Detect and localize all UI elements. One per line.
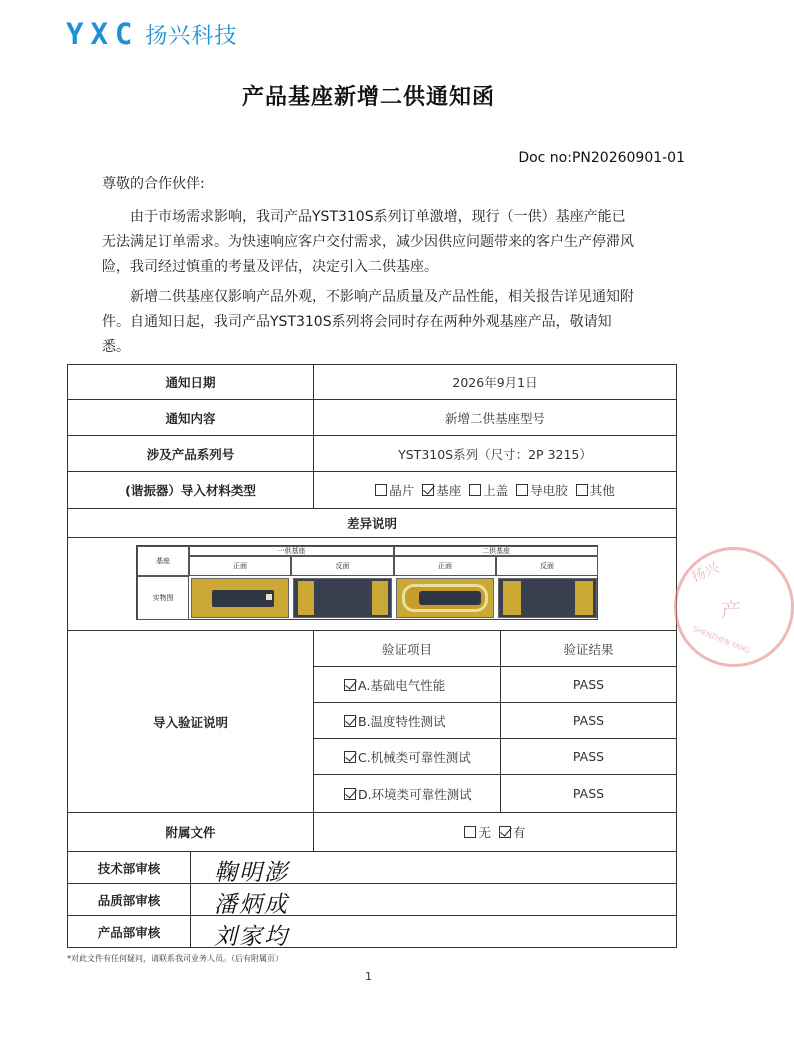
notice-content-value: 新增二供基座型号 xyxy=(313,399,677,436)
product-review-label: 产品部审核 xyxy=(67,915,191,948)
page-number: 1 xyxy=(365,970,372,983)
verify-result-header: 验证结果 xyxy=(500,630,677,667)
quality-review-signature: 潘炳成 xyxy=(214,892,289,918)
checkbox-checked-icon xyxy=(344,751,356,763)
material-option-base: 基座 xyxy=(422,481,461,499)
tech-review-signature: 鞠明澎 xyxy=(214,860,289,886)
material-options xyxy=(313,471,677,509)
supplier2-back-header: 反面 xyxy=(496,556,598,576)
supplier1-front-header: 正面 xyxy=(189,556,291,576)
supplier1-back-photo xyxy=(293,578,392,618)
material-option-lid: 上盖 xyxy=(469,481,508,499)
supplier2-front-photo xyxy=(396,578,494,618)
base-comparison-table xyxy=(136,545,598,620)
verify-item-c: C.机械类可靠性测试 xyxy=(313,738,501,775)
photo-label: 实物图 xyxy=(137,576,189,620)
tech-review-label: 技术部审核 xyxy=(67,851,191,884)
supplier2-front-header: 正面 xyxy=(394,556,496,576)
document-title: 产品基座新增二供通知函 xyxy=(241,85,495,110)
material-option-other: 其他 xyxy=(576,481,615,499)
supplier1-back-header: 反面 xyxy=(291,556,394,576)
checkbox-checked-icon xyxy=(422,484,434,496)
base-label: 基座 xyxy=(137,546,189,576)
checkbox-checked-icon xyxy=(344,715,356,727)
verification-label: 导入验证说明 xyxy=(67,630,314,813)
supplier1-front-photo xyxy=(191,578,289,618)
notice-content-label: 通知内容 xyxy=(67,399,314,436)
checkbox-icon xyxy=(576,484,588,496)
quality-review-label: 品质部审核 xyxy=(67,883,191,916)
verify-item-b: B.温度特性测试 xyxy=(313,702,501,739)
product-review-signature: 刘家均 xyxy=(214,924,289,950)
checkbox-icon xyxy=(464,826,476,838)
supplier1-header: 一供基座 xyxy=(189,546,394,556)
product-series-label: 涉及产品系列号 xyxy=(67,435,314,472)
material-option-adhesive: 导电胶 xyxy=(516,481,568,499)
supplier2-header: 二供基座 xyxy=(394,546,598,556)
product-series-value: YST310S系列（尺寸：2P 3215） xyxy=(313,435,677,472)
checkbox-checked-icon xyxy=(499,826,511,838)
checkbox-icon xyxy=(516,484,528,496)
supplier2-back-photo xyxy=(498,578,597,618)
company-logo xyxy=(66,17,237,51)
attachment-options xyxy=(313,812,677,852)
checkbox-checked-icon xyxy=(344,788,356,800)
checkbox-icon xyxy=(469,484,481,496)
material-option-wafer: 晶片 xyxy=(375,481,414,499)
company-name: 扬兴科技 xyxy=(145,23,238,49)
document-number: Doc no:PN20260901-01 xyxy=(518,150,685,166)
verify-result-a: PASS xyxy=(500,666,677,703)
verify-result-d: PASS xyxy=(500,774,677,813)
notice-date-value: 2026年9月1日 xyxy=(313,364,677,400)
paragraph-2: 新增二供基座仅影响产品外观，不影响产品质量及产品性能，相关报告详见通知附件。自通知日起，我司产品YST310S系列将会同时存在两种外观基座产品，敬请知悉。 xyxy=(102,289,634,355)
attachment-option-no: 无 xyxy=(464,823,491,841)
verify-item-header: 验证项目 xyxy=(313,630,501,667)
material-type-label: (谐振器）导入材料类型 xyxy=(67,471,314,509)
verify-result-c: PASS xyxy=(500,738,677,775)
greeting: 尊敬的合作伙伴: xyxy=(102,176,205,192)
company-seal-stamp: 扬兴 SHENZHEN YANG 产 xyxy=(674,547,794,667)
verify-item-a: A.基础电气性能 xyxy=(313,666,501,703)
attachment-label: 附属文件 xyxy=(67,812,314,852)
paragraph-1: 由于市场需求影响，我司产品YST310S系列订单激增，现行（一供）基座产能已无法满足订单需求。为快速响应客户交付需求，减少因供应问题带来的客户生产停滞风险，我司经过慎重的考量及评估，决定引入二供基座。 xyxy=(102,209,634,275)
footnote: *对此文件有任何疑问，请联系我司业务人员。（后有附属页） xyxy=(67,954,283,963)
notice-date-label: 通知日期 xyxy=(67,364,314,400)
attachment-option-yes: 有 xyxy=(499,823,526,841)
difference-label: 差异说明 xyxy=(67,508,677,538)
verify-item-d: D.环境类可靠性测试 xyxy=(313,774,501,813)
verify-result-b: PASS xyxy=(500,702,677,739)
checkbox-checked-icon xyxy=(344,679,356,691)
checkbox-icon xyxy=(375,484,387,496)
logo-mark: YXC xyxy=(66,17,140,51)
